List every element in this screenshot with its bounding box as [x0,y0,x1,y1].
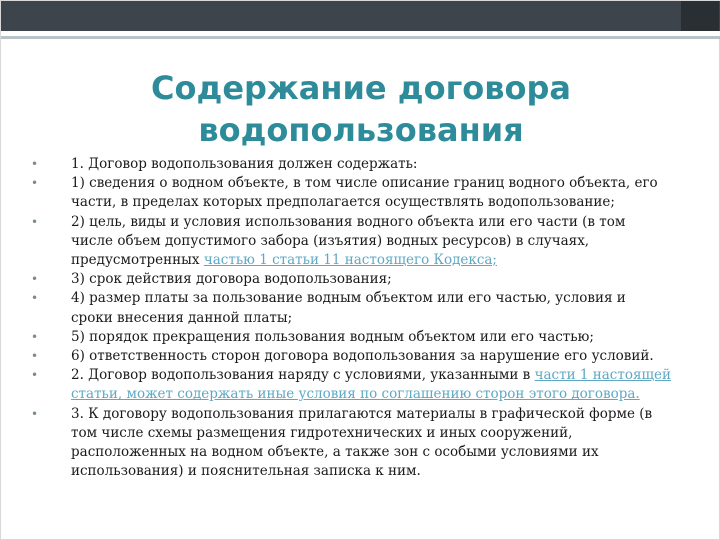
bullet-icon: • [31,272,39,287]
list-item: • 3. К договору водопользования прилагаются материалы в графической форме (в том числе схемы размещения гидротехнических и иных сооружений, расположенных на водном объекте, а также зон с особыми условиями их использования) и пояснительная записка к ним. [31,405,653,480]
bullet-icon: • [31,329,39,344]
law-reference-link[interactable]: части 1 настоящей статьи, может содержать иные условия по соглашению сторон этого договора. [71,367,672,403]
bullet-icon: • [31,406,39,421]
list-item: • 4) размер платы за пользование водным объектом или его частью, условия и сроки внесения данной платы; [31,290,626,326]
bullet-icon: • [31,214,39,229]
bullet-icon: • [31,176,39,191]
header-bar [1,1,720,31]
list-item: • 3) срок действия договора водопользования; [31,270,671,289]
bullet-icon: • [31,349,39,364]
bullet-icon: • [31,157,39,171]
list-item: • 1) сведения о водном объекте, в том числе описание границ водного объекта, его части, в пределах которых предполагается осуществлять водопользование; [31,175,658,211]
list-item: • 2. Договор водопользования наряду с условиями, указанными в части 1 настоящей статьи, может содержать иные условия по соглашению сторон этого договора. [31,367,672,403]
bullet-list [31,155,671,481]
list-item: • 2) цель, виды и условия использования водного объекта или его части (в том числе объем допустимого забора (изъятия) водных ресурсов) в случаях, предусмотренных частью 1 статьи 11 настоящего Кодекса; [31,213,626,269]
list-item: • 6) ответственность сторон договора водопользования за нарушение его условий. [31,347,671,366]
list-item: • 5) порядок прекращения пользования водным объектом или его частью; [31,328,671,347]
list-item: • 1. Договор водопользования должен содержать: [31,155,671,174]
bullet-icon: • [31,368,39,383]
header-underline [1,36,720,39]
header-bar-accent [681,1,719,31]
law-reference-link[interactable]: частью 1 статьи 11 настоящего Кодекса; [203,252,497,269]
bullet-icon: • [31,291,39,306]
slide-title: Содержание договора водопользования [151,69,571,149]
